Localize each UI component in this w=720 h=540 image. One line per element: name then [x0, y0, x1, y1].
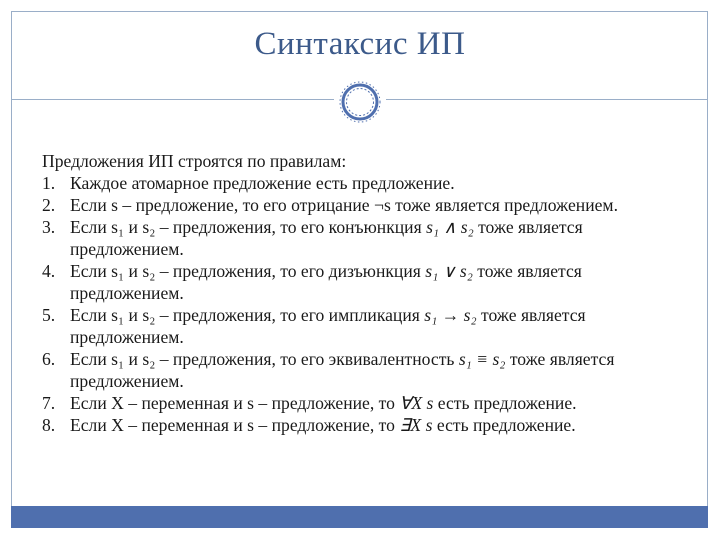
item-number: 1. [42, 173, 56, 193]
item-text-wrap [70, 392, 682, 414]
slide-body [42, 150, 682, 436]
title-divider-left [12, 99, 334, 100]
item-number: 7. [42, 393, 56, 413]
item-text-tail: тоже является предложением. [70, 305, 586, 347]
item-text-wrap [70, 216, 682, 260]
item-number: 6. [42, 349, 56, 369]
list-item [42, 194, 682, 216]
item-text: Каждое атомарное предложение есть предложение. [70, 173, 455, 193]
intro-text: Предложения ИП строятся по правилам: [42, 151, 347, 171]
item-text-wrap [70, 260, 682, 304]
item-text: Если X – переменная и s – предложение, то [70, 415, 400, 435]
formula: s₁ ≡ s₂ [458, 349, 506, 369]
list-item [42, 392, 682, 414]
formula: s₁ ∧ s₂ [426, 217, 474, 237]
slide-title: Синтаксис ИП [254, 26, 466, 62]
item-text-tail: есть предложение. [433, 393, 577, 413]
list-item [42, 414, 682, 436]
list-item [42, 260, 682, 304]
item-text-wrap [70, 348, 682, 392]
item-text-wrap [70, 414, 682, 436]
item-number: 5. [42, 305, 56, 325]
item-number: 2. [42, 195, 56, 215]
item-text-tail: тоже является предложением. [70, 261, 582, 303]
ornament-ring-icon [338, 80, 382, 124]
item-number: 4. [42, 261, 56, 281]
rules-list [42, 172, 682, 436]
formula: ∃X s [399, 415, 433, 435]
item-number: 8. [42, 415, 56, 435]
item-text: Если X – переменная и s – предложение, то [70, 393, 400, 413]
item-number: 3. [42, 217, 56, 237]
item-text: Если s₁ и s₂ – предложения, то его импликация [70, 305, 425, 325]
title-divider-right [386, 99, 708, 100]
item-text-wrap [70, 304, 682, 348]
list-item [42, 216, 682, 260]
item-text: Если s₁ и s₂ – предложения, то его эквивалентность [70, 349, 459, 369]
formula: s₁ ∨ s₂ [425, 261, 473, 281]
item-text-tail: тоже является предложением. [70, 217, 583, 259]
item-text-tail: есть предложение. [432, 415, 576, 435]
item-text: Если s₁ и s₂ – предложения, то его конъюнкция [70, 217, 427, 237]
item-text-tail: тоже является предложением. [70, 349, 615, 391]
item-text: Если s – предложение, то его отрицание ¬s тоже является предложением. [70, 195, 618, 215]
list-item [42, 172, 682, 194]
footer-bar [11, 506, 708, 528]
formula: ∀X s [399, 393, 434, 413]
item-text: Если s₁ и s₂ – предложения, то его дизъюнкция [70, 261, 426, 281]
list-item [42, 304, 682, 348]
list-item [42, 348, 682, 392]
formula: s₁ → s₂ [424, 305, 477, 325]
